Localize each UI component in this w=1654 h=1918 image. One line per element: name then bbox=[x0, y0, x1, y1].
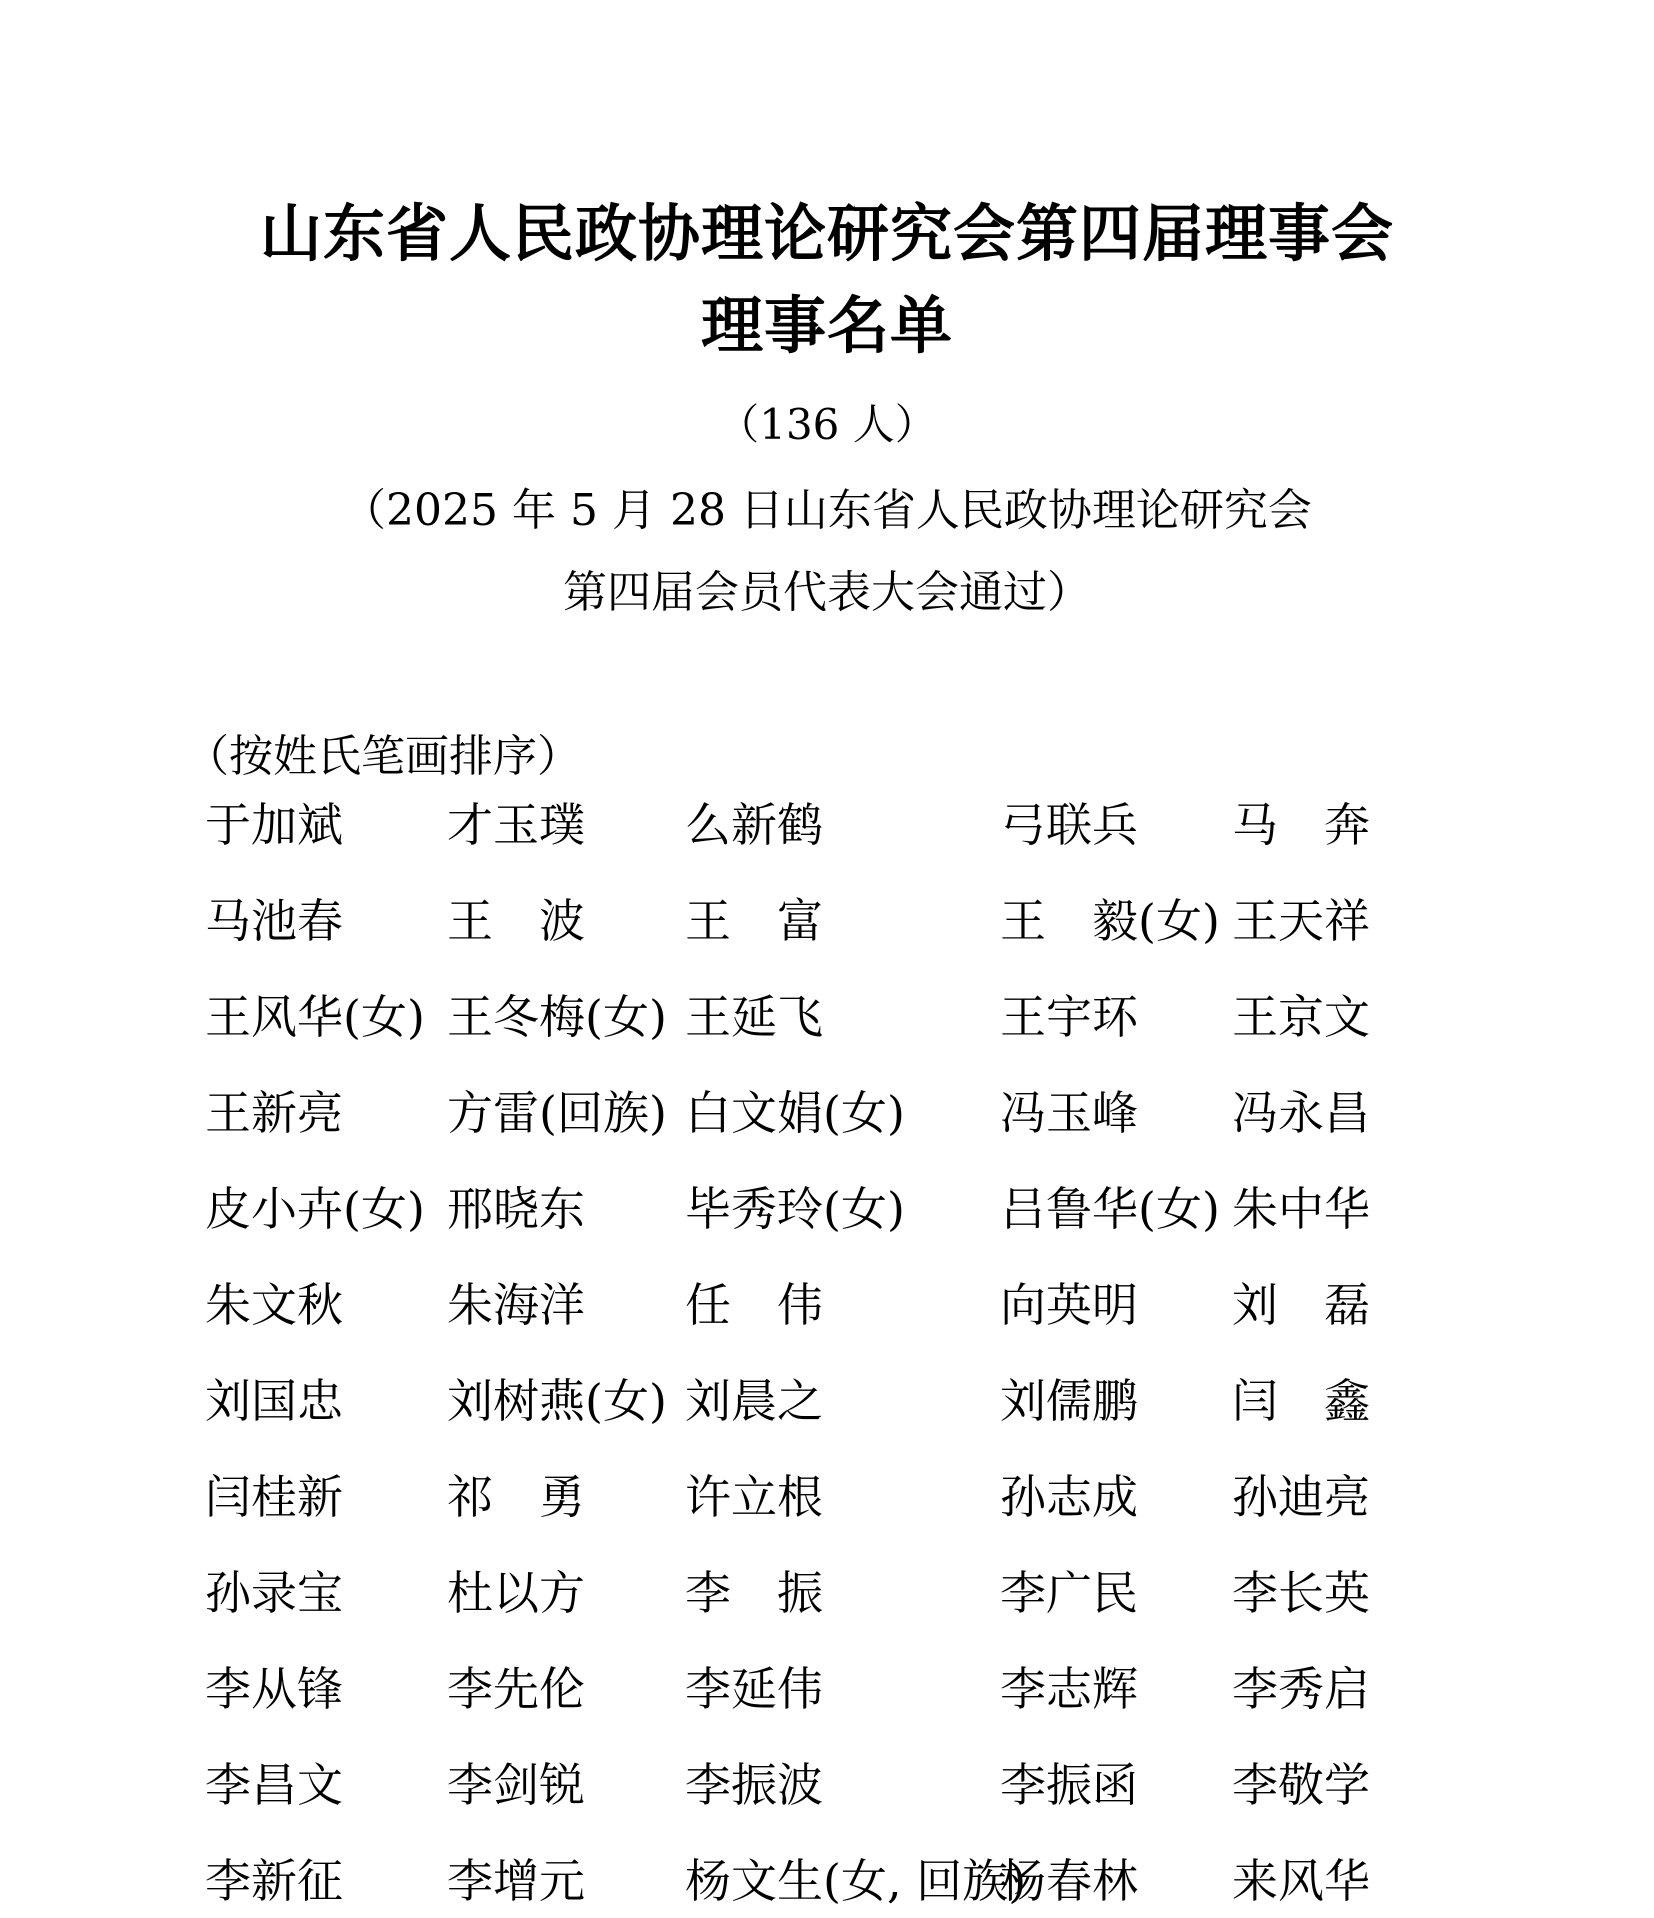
document-title-line1: 山东省人民政协理论研究会第四届理事会 bbox=[259, 197, 1394, 270]
name-cell: 马池春 bbox=[205, 894, 343, 948]
name-cell: 刘 磊 bbox=[1232, 1278, 1370, 1332]
approval-note-line2: 第四届会员代表大会通过） bbox=[563, 567, 1091, 618]
name-cell: 李敬学 bbox=[1232, 1758, 1370, 1812]
name-cell: 李增元 bbox=[447, 1854, 585, 1908]
sort-order-note: （按姓氏笔画排序） bbox=[185, 731, 581, 782]
name-cell: 冯玉峰 bbox=[1000, 1086, 1138, 1140]
name-cell: 孙志成 bbox=[1000, 1470, 1138, 1524]
name-row bbox=[0, 1083, 1654, 1143]
name-cell: 闫桂新 bbox=[205, 1470, 343, 1524]
name-cell: 祁 勇 bbox=[447, 1470, 585, 1524]
approval-note-line1: （2025 年 5 月 28 日山东省人民政协理论研究会 bbox=[342, 485, 1312, 536]
name-cell: 朱中华 bbox=[1232, 1182, 1370, 1236]
name-cell: 王冬梅(女) bbox=[447, 990, 667, 1044]
name-cell: 刘国忠 bbox=[205, 1374, 343, 1428]
name-cell: 李剑锐 bbox=[447, 1758, 585, 1812]
name-cell: 闫 鑫 bbox=[1232, 1374, 1370, 1428]
name-cell: 么新鹤 bbox=[685, 798, 823, 852]
name-cell: 皮小卉(女) bbox=[205, 1182, 425, 1236]
name-cell: 许立根 bbox=[685, 1470, 823, 1524]
name-cell: 杨文生(女, 回族) bbox=[685, 1854, 1027, 1908]
name-cell: 李昌文 bbox=[205, 1758, 343, 1812]
name-cell: 吕鲁华(女) bbox=[1000, 1182, 1220, 1236]
name-cell: 任 伟 bbox=[685, 1278, 823, 1332]
name-cell: 来风华 bbox=[1232, 1854, 1370, 1908]
name-row bbox=[0, 1659, 1654, 1719]
name-row bbox=[0, 1755, 1654, 1815]
name-cell: 孙录宝 bbox=[205, 1566, 343, 1620]
name-cell: 杨春林 bbox=[1000, 1854, 1138, 1908]
name-cell: 王 富 bbox=[685, 894, 823, 948]
name-cell: 向英明 bbox=[1000, 1278, 1138, 1332]
name-cell: 刘晨之 bbox=[685, 1374, 823, 1428]
name-cell: 王新亮 bbox=[205, 1086, 343, 1140]
name-cell: 李振波 bbox=[685, 1758, 823, 1812]
name-row bbox=[0, 891, 1654, 951]
name-cell: 李志辉 bbox=[1000, 1662, 1138, 1716]
name-cell: 李延伟 bbox=[685, 1662, 823, 1716]
name-cell: 王宇环 bbox=[1000, 990, 1138, 1044]
name-cell: 李新征 bbox=[205, 1854, 343, 1908]
name-row bbox=[0, 1179, 1654, 1239]
name-cell: 刘儒鹏 bbox=[1000, 1374, 1138, 1428]
name-cell: 王 毅(女) bbox=[1000, 894, 1220, 948]
name-cell: 王 波 bbox=[447, 894, 585, 948]
name-row bbox=[0, 1371, 1654, 1431]
name-cell: 毕秀玲(女) bbox=[685, 1182, 905, 1236]
name-cell: 李秀启 bbox=[1232, 1662, 1370, 1716]
name-cell: 王风华(女) bbox=[205, 990, 425, 1044]
name-row bbox=[0, 795, 1654, 855]
name-cell: 白文娟(女) bbox=[685, 1086, 905, 1140]
name-cell: 杜以方 bbox=[447, 1566, 585, 1620]
name-cell: 马 奔 bbox=[1232, 798, 1370, 852]
name-cell: 刘树燕(女) bbox=[447, 1374, 667, 1428]
name-cell: 李广民 bbox=[1000, 1566, 1138, 1620]
name-cell: 李振函 bbox=[1000, 1758, 1138, 1812]
name-cell: 朱文秋 bbox=[205, 1278, 343, 1332]
name-cell: 王天祥 bbox=[1232, 894, 1370, 948]
name-cell: 冯永昌 bbox=[1232, 1086, 1370, 1140]
name-cell: 王京文 bbox=[1232, 990, 1370, 1044]
name-row bbox=[0, 1851, 1654, 1911]
name-cell: 孙迪亮 bbox=[1232, 1470, 1370, 1524]
name-row bbox=[0, 1563, 1654, 1623]
name-cell: 李 振 bbox=[685, 1566, 823, 1620]
name-cell: 李先伦 bbox=[447, 1662, 585, 1716]
name-cell: 方雷(回族) bbox=[447, 1086, 667, 1140]
name-cell: 王延飞 bbox=[685, 990, 823, 1044]
name-cell: 弓联兵 bbox=[1000, 798, 1138, 852]
name-cell: 李从锋 bbox=[205, 1662, 343, 1716]
name-row bbox=[0, 987, 1654, 1047]
document-title-line2: 理事名单 bbox=[700, 289, 953, 362]
name-cell: 邢晓东 bbox=[447, 1182, 585, 1236]
member-count: （136 人） bbox=[717, 400, 937, 449]
name-cell: 李长英 bbox=[1232, 1566, 1370, 1620]
name-cell: 朱海洋 bbox=[447, 1278, 585, 1332]
name-row bbox=[0, 1275, 1654, 1335]
name-cell: 才玉璞 bbox=[447, 798, 585, 852]
name-cell: 于加斌 bbox=[205, 798, 343, 852]
name-row bbox=[0, 1467, 1654, 1527]
